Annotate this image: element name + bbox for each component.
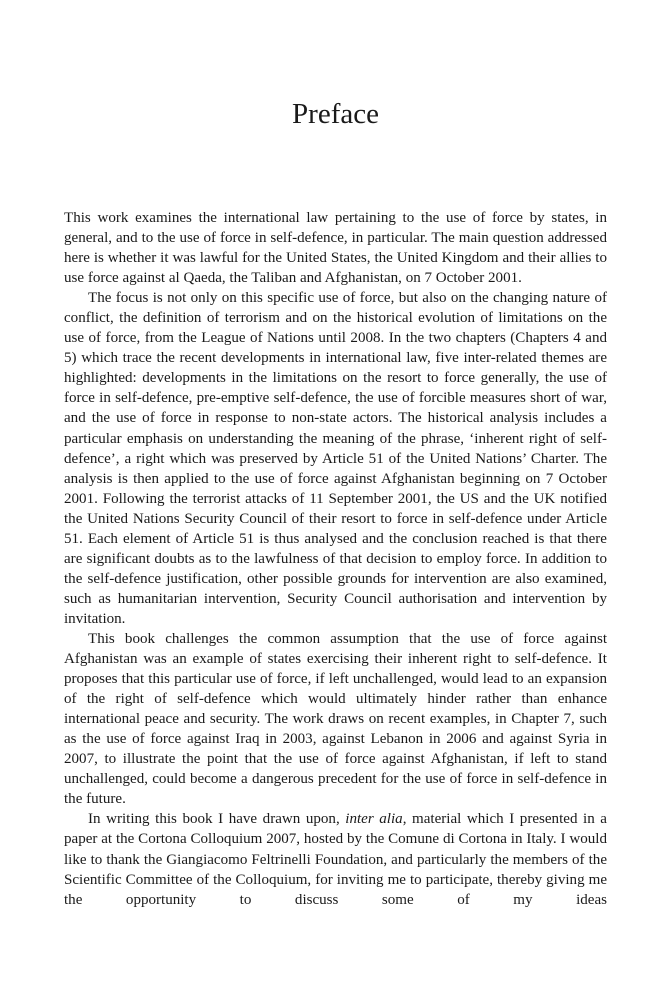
paragraph-4 (64, 809, 607, 909)
preface-body (64, 208, 607, 910)
paragraph-4-text-start: In writing this book I have drawn upon, (88, 811, 346, 828)
paragraph-1: This work examines the international law pertaining to the use of force by states, in general, and to the use of force in self-defence, in particular. The main question addressed here is whether it was lawful for the United States, the United Kingdom and their allies to use force against al Qaeda, the Taliban and Afghanistan, on 7 October 2001. (64, 210, 607, 287)
italic-phrase: inter alia (345, 811, 403, 828)
paragraph-2: The focus is not only on this specific use of force, but also on the changing nature of conflict, the definition of terrorism and on the historical evolution of limitations on the use of force, from the League of Nations until 2008. In the two chapters (Chapters 4 and 5) which trace the recent developments in international law, five inter-related themes are highlighted: developments in the limitations on the resort to force generally, the use of force in self-defence, pre-emptive self-defence, the use of forcible measures short of war, and the use of force in response to non-state actors. The historical analysis includes a particular emphasis on understanding the meaning of the phrase, ‘inherent right of self-defence’, a right which was preserved by Article 51 of the United Nations’ Charter. The analysis is then applied to the use of force against Afghanistan beginning on 7 October 2001. Following the terrorist attacks of 11 September 2001, the US and the UK notified the United Nations Security Council of their resort to force in self-defence under Article 51. Each element of Article 51 is thus analysed and the conclusion reached is that there are significant doubts as to the lawfulness of that decision to employ force. In addition to the self-defence justification, other possible grounds for intervention are also examined, such as humanitarian intervention, Security Council authorisation and intervention by invitation. (64, 290, 607, 627)
page-title: Preface (292, 98, 379, 130)
paragraph-4-text-end: , material which I presented in a paper at the Cortona Colloquium 2007, hosted by the Comune di Cortona in Italy. I would like to thank the Giangiacomo Feltrinelli Foundation, and particularly the members of the Scientific Committee of the Colloquium, for inviting me to participate, thereby giving me the opportunity to discuss some of my ideas (64, 811, 607, 908)
paragraph-3: This book challenges the common assumption that the use of force against Afghanistan was an example of states exercising their inherent right to self-defence. It proposes that this particular use of force, if left unchallenged, would lead to an expansion of the right of self-defence which would ultimately hinder rather than enhance international peace and security. The work draws on recent examples, in Chapter 7, such as the use of force against Iraq in 2003, against Lebanon in 2006 and against Syria in 2007, to illustrate the point that the use of force against Afghanistan, if left to stand unchallenged, could become a dangerous precedent for the use of force in self-defence in the future. (64, 630, 607, 808)
